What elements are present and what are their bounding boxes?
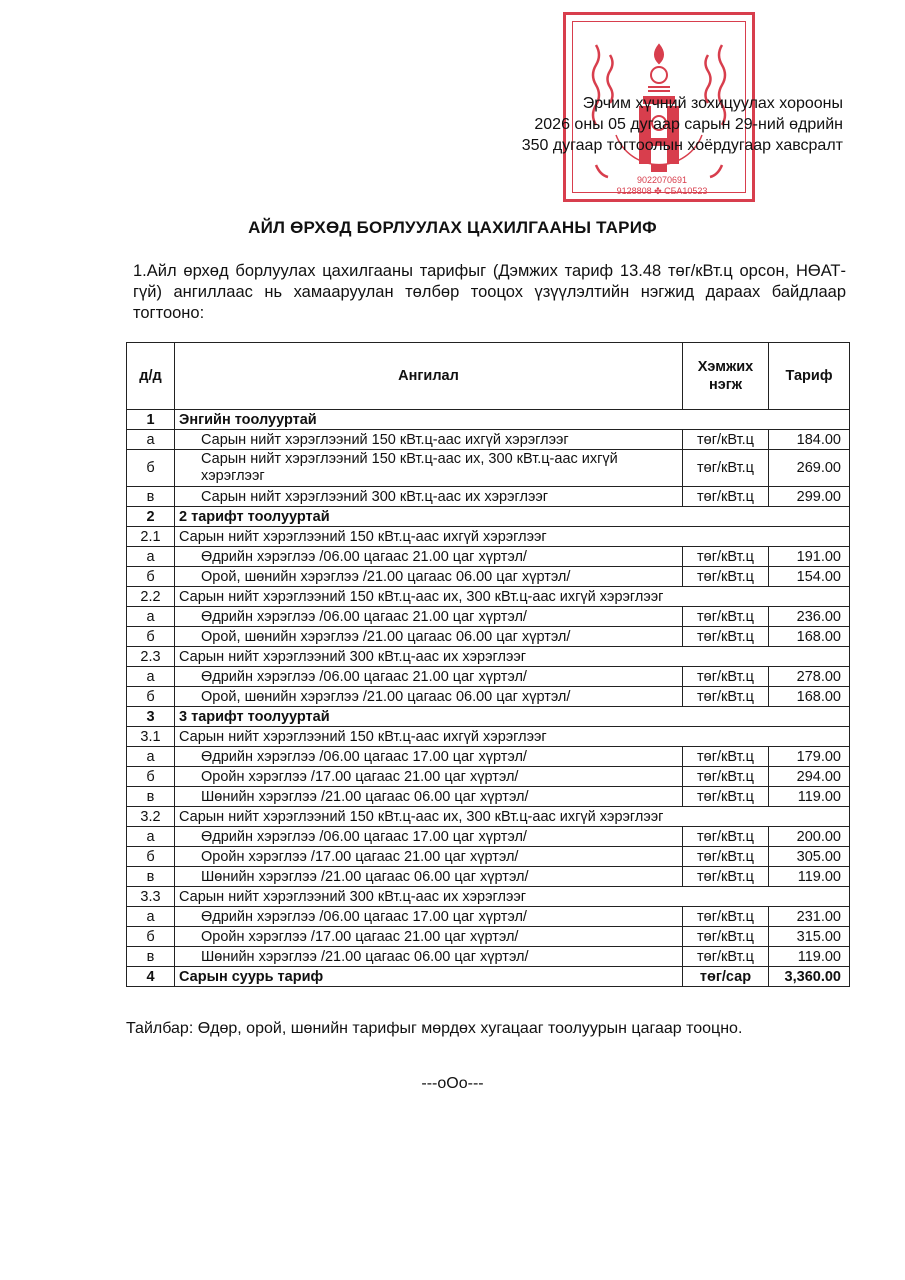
subsection-title: Сарын нийт хэрэглээний 150 кВт.ц-аас ихгүй хэрэглээг (175, 727, 850, 747)
subsection-title: Сарын нийт хэрэглээний 300 кВт.ц-аас их хэрэглээг (175, 647, 850, 667)
table-row (127, 847, 850, 867)
row-tariff: 231.00 (769, 907, 850, 927)
row-number: б (127, 687, 175, 707)
row-tariff: 278.00 (769, 667, 850, 687)
row-number: 3.1 (127, 727, 175, 747)
row-category: Оройн хэрэглээ /17.00 цагаас 21.00 цаг хүртэл/ (175, 847, 683, 867)
row-number: 2.1 (127, 527, 175, 547)
row-unit: төг/кВт.ц (683, 767, 769, 787)
table-row (127, 907, 850, 927)
row-number: б (127, 567, 175, 587)
row-category: Өдрийн хэрэглээ /06.00 цагаас 21.00 цаг хүртэл/ (175, 547, 683, 567)
table-row (127, 787, 850, 807)
row-category: Шөнийн хэрэглээ /21.00 цагаас 06.00 цаг хүртэл/ (175, 867, 683, 887)
row-unit: төг/кВт.ц (683, 907, 769, 927)
row-number: 1 (127, 410, 175, 430)
row-unit: төг/кВт.ц (683, 687, 769, 707)
row-category: Өдрийн хэрэглээ /06.00 цагаас 17.00 цаг хүртэл/ (175, 747, 683, 767)
table-row (127, 410, 850, 430)
row-number: б (127, 847, 175, 867)
seal-number-1: 9022070691 (636, 175, 688, 185)
appendix-header (522, 93, 843, 156)
row-tariff: 184.00 (769, 430, 850, 450)
table-row (127, 767, 850, 787)
table-row (127, 647, 850, 667)
row-number: а (127, 607, 175, 627)
table-row (127, 867, 850, 887)
table-row (127, 667, 850, 687)
header-line-1: Эрчим хүчний зохицуулах хорооны (582, 95, 843, 112)
row-tariff: 299.00 (769, 487, 850, 507)
table-row (127, 487, 850, 507)
row-tariff: 3,360.00 (769, 967, 850, 987)
row-number: а (127, 907, 175, 927)
row-category: Шөнийн хэрэглээ /21.00 цагаас 06.00 цаг хүртэл/ (175, 947, 683, 967)
row-category: Өдрийн хэрэглээ /06.00 цагаас 17.00 цаг хүртэл/ (175, 907, 683, 927)
row-number: б (127, 450, 175, 487)
table-row (127, 967, 850, 987)
table-row (127, 567, 850, 587)
header-unit: Хэмжих нэгж (683, 343, 769, 410)
table-row (127, 807, 850, 827)
table-row (127, 887, 850, 907)
row-category: Оройн хэрэглээ /17.00 цагаас 21.00 цаг хүртэл/ (175, 927, 683, 947)
subsection-title: Сарын нийт хэрэглээний 300 кВт.ц-аас их хэрэглээг (175, 887, 850, 907)
row-unit: төг/кВт.ц (683, 867, 769, 887)
row-category: Орой, шөнийн хэрэглээ /21.00 цагаас 06.00 цаг хүртэл/ (175, 687, 683, 707)
row-unit: төг/кВт.ц (683, 787, 769, 807)
row-category: Өдрийн хэрэглээ /06.00 цагаас 21.00 цаг хүртэл/ (175, 607, 683, 627)
end-mark: ---oOo--- (421, 1075, 484, 1092)
row-category: Сарын нийт хэрэглээний 150 кВт.ц-аас ихгүй хэрэглээг (175, 430, 683, 450)
row-number: а (127, 747, 175, 767)
row-number: б (127, 927, 175, 947)
row-unit: төг/кВт.ц (683, 487, 769, 507)
row-unit: төг/кВт.ц (683, 667, 769, 687)
row-number: 2.2 (127, 587, 175, 607)
row-number: б (127, 767, 175, 787)
table-header-row (127, 343, 850, 410)
table-row (127, 547, 850, 567)
table-row (127, 747, 850, 767)
row-unit: төг/кВт.ц (683, 547, 769, 567)
header-line-2: 2026 оны 05 дугаар сарын 29-ний өдрийн (534, 116, 843, 133)
row-number: в (127, 867, 175, 887)
row-category: Сарын нийт хэрэглээний 150 кВт.ц-аас их, 300 кВт.ц-аас ихгүй хэрэглээг (175, 450, 683, 487)
row-tariff: 154.00 (769, 567, 850, 587)
row-unit: төг/кВт.ц (683, 430, 769, 450)
table-row (127, 947, 850, 967)
document-title: АЙЛ ӨРХӨД БОРЛУУЛАХ ЦАХИЛГААНЫ ТАРИФ (248, 218, 657, 237)
seal-number-2: 9128808 ✤ СБА10523 (616, 186, 708, 196)
row-category: Оройн хэрэглээ /17.00 цагаас 21.00 цаг хүртэл/ (175, 767, 683, 787)
table-row (127, 927, 850, 947)
header-line-3: 350 дугаар тогтоолын хоёрдугаар хавсралт (521, 137, 843, 154)
subsection-title: Сарын нийт хэрэглээний 150 кВт.ц-аас их, 300 кВт.ц-аас ихгүй хэрэглээг (175, 587, 850, 607)
tariff-table (126, 342, 850, 987)
row-number: в (127, 787, 175, 807)
table-row (127, 687, 850, 707)
table-row (127, 727, 850, 747)
row-number: 3.3 (127, 887, 175, 907)
section-title: 2 тарифт тоолууртай (175, 507, 850, 527)
table-row (127, 507, 850, 527)
row-category: Сарын суурь тариф (175, 967, 683, 987)
row-tariff: 305.00 (769, 847, 850, 867)
row-number: 2.3 (127, 647, 175, 667)
row-tariff: 119.00 (769, 787, 850, 807)
row-unit: төг/кВт.ц (683, 827, 769, 847)
row-unit: төг/кВт.ц (683, 607, 769, 627)
row-tariff: 191.00 (769, 547, 850, 567)
row-unit: төг/сар (683, 967, 769, 987)
intro-paragraph: 1.Айл өрхөд борлуулах цахилгааны тарифыг (Дэмжих тариф 13.48 төг/кВт.ц орсон, НӨАТ-гүй) ангиллаас нь хамааруулан төлбөр тооцох үзүүлэлтийн нэгжид дараах байдлаар тогтооно: (133, 262, 846, 322)
row-category: Орой, шөнийн хэрэглээ /21.00 цагаас 06.00 цаг хүртэл/ (175, 627, 683, 647)
footnote: Тайлбар: Өдөр, орой, шөнийн тарифыг мөрдөх хугацааг тоолуурын цагаар тооцно. (126, 1020, 743, 1037)
row-number: а (127, 827, 175, 847)
row-tariff: 168.00 (769, 687, 850, 707)
row-unit: төг/кВт.ц (683, 947, 769, 967)
header-no: д/д (127, 343, 175, 410)
row-unit: төг/кВт.ц (683, 927, 769, 947)
table-body (127, 410, 850, 987)
row-number: в (127, 947, 175, 967)
row-tariff: 119.00 (769, 947, 850, 967)
row-unit: төг/кВт.ц (683, 747, 769, 767)
table-row (127, 450, 850, 487)
table-row (127, 827, 850, 847)
row-category: Шөнийн хэрэглээ /21.00 цагаас 06.00 цаг хүртэл/ (175, 787, 683, 807)
header-category: Ангилал (175, 343, 683, 410)
section-title: 3 тарифт тоолууртай (175, 707, 850, 727)
row-tariff: 119.00 (769, 867, 850, 887)
row-unit: төг/кВт.ц (683, 627, 769, 647)
row-number: а (127, 430, 175, 450)
table-row (127, 527, 850, 547)
row-number: а (127, 667, 175, 687)
row-number: а (127, 547, 175, 567)
table-row (127, 627, 850, 647)
row-unit: төг/кВт.ц (683, 450, 769, 487)
table-row (127, 430, 850, 450)
row-number: 2 (127, 507, 175, 527)
table-row (127, 707, 850, 727)
row-number: 4 (127, 967, 175, 987)
row-category: Өдрийн хэрэглээ /06.00 цагаас 21.00 цаг хүртэл/ (175, 667, 683, 687)
row-number: в (127, 487, 175, 507)
row-category: Орой, шөнийн хэрэглээ /21.00 цагаас 06.00 цаг хүртэл/ (175, 567, 683, 587)
row-category: Өдрийн хэрэглээ /06.00 цагаас 17.00 цаг хүртэл/ (175, 827, 683, 847)
table-row (127, 607, 850, 627)
header-tariff: Тариф (769, 343, 850, 410)
row-unit: төг/кВт.ц (683, 567, 769, 587)
row-unit: төг/кВт.ц (683, 847, 769, 867)
section-title: Энгийн тоолууртай (175, 410, 850, 430)
row-tariff: 269.00 (769, 450, 850, 487)
row-tariff: 294.00 (769, 767, 850, 787)
table-row (127, 587, 850, 607)
row-category: Сарын нийт хэрэглээний 300 кВт.ц-аас их хэрэглээг (175, 487, 683, 507)
row-tariff: 179.00 (769, 747, 850, 767)
subsection-title: Сарын нийт хэрэглээний 150 кВт.ц-аас их, 300 кВт.ц-аас ихгүй хэрэглээг (175, 807, 850, 827)
row-tariff: 168.00 (769, 627, 850, 647)
row-tariff: 236.00 (769, 607, 850, 627)
row-tariff: 200.00 (769, 827, 850, 847)
subsection-title: Сарын нийт хэрэглээний 150 кВт.ц-аас ихгүй хэрэглээг (175, 527, 850, 547)
row-number: б (127, 627, 175, 647)
row-tariff: 315.00 (769, 927, 850, 947)
row-number: 3.2 (127, 807, 175, 827)
row-number: 3 (127, 707, 175, 727)
